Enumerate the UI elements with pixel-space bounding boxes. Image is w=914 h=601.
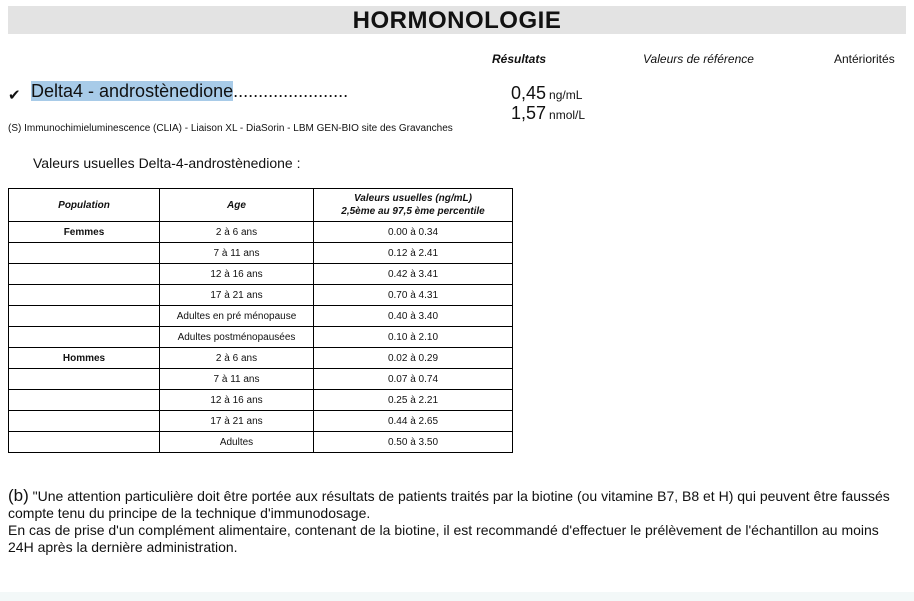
population-cell: Hommes: [9, 348, 160, 369]
range-cell: 0.70 à 4.31: [314, 285, 513, 306]
age-cell: 2 à 6 ans: [160, 222, 314, 243]
results-column-header: Résultats: [492, 52, 547, 66]
range-cell: 0.00 à 0.34: [314, 222, 513, 243]
history-column-header: Antériorités: [834, 52, 895, 66]
header-population: Population: [9, 189, 160, 222]
population-cell: Femmes: [9, 222, 160, 243]
section-header-banner: [8, 6, 906, 34]
table-row: [9, 264, 513, 285]
header-values: [314, 189, 513, 222]
range-cell: 0.44 à 2.65: [314, 411, 513, 432]
age-cell: 12 à 16 ans: [160, 390, 314, 411]
age-cell: 17 à 21 ans: [160, 285, 314, 306]
biotin-warning-note: [8, 487, 908, 556]
population-cell: [9, 285, 160, 306]
range-cell: 0.25 à 2.21: [314, 390, 513, 411]
range-cell: 0.07 à 0.74: [314, 369, 513, 390]
table-row: [9, 327, 513, 348]
reference-column-header: Valeurs de référence: [643, 52, 754, 66]
range-cell: 0.02 à 0.29: [314, 348, 513, 369]
reference-table: [8, 188, 513, 453]
age-cell: 2 à 6 ans: [160, 348, 314, 369]
population-cell: [9, 411, 160, 432]
table-row: [9, 306, 513, 327]
population-cell: [9, 369, 160, 390]
table-row: [9, 432, 513, 453]
result-unit-2: nmol/L: [549, 108, 586, 122]
age-cell: 7 à 11 ans: [160, 369, 314, 390]
range-cell: 0.40 à 3.40: [314, 306, 513, 327]
result-unit-1: ng/mL: [549, 88, 583, 102]
section-title: HORMONOLOGIE: [352, 7, 562, 34]
note-line-2: En cas de prise d'un complément alimentaire, contenant de la biotine, il est recommandé d'effectuer le prélèvement de l'échantillon au moins 24H après la dernière administration.: [8, 522, 879, 555]
result-value-2: 1,57: [511, 103, 547, 123]
result-value-ngml: [511, 83, 582, 104]
note-paragraph-1: [8, 487, 908, 522]
population-cell: [9, 264, 160, 285]
table-row: [9, 222, 513, 243]
population-cell: [9, 432, 160, 453]
population-cell: [9, 390, 160, 411]
result-value-1: 0,45: [511, 83, 547, 103]
range-cell: 0.42 à 3.41: [314, 264, 513, 285]
note-line-1: "Une attention particulière doit être portée aux résultats de patients traités par la biotine (ou vitamine B7, B8 et H) qui peuvent être faussés compte tenu du principe de la technique d'immunodosage.: [8, 488, 890, 521]
table-row: [9, 285, 513, 306]
header-values-line1: Valeurs usuelles (ng/mL): [354, 193, 472, 204]
age-cell: 17 à 21 ans: [160, 411, 314, 432]
footer-bar: [0, 592, 914, 601]
table-row: [9, 369, 513, 390]
age-cell: Adultes: [160, 432, 314, 453]
note-marker: (b): [8, 486, 29, 505]
population-cell: [9, 243, 160, 264]
age-cell: 12 à 16 ans: [160, 264, 314, 285]
range-cell: 0.50 à 3.50: [314, 432, 513, 453]
header-age: Age: [160, 189, 314, 222]
table-row: [9, 390, 513, 411]
age-cell: 7 à 11 ans: [160, 243, 314, 264]
usual-values-title: Valeurs usuelles Delta-4-androstènedione :: [33, 155, 301, 171]
table-row: [9, 411, 513, 432]
test-name-line: [31, 81, 348, 102]
header-values-line2: 2,5ème au 97,5 ème percentile: [341, 206, 485, 217]
population-cell: [9, 306, 160, 327]
method-text: (S) Immunochimieluminescence (CLIA) - Liaison XL - DiaSorin - LBM GEN-BIO site des Gravanches: [8, 123, 453, 134]
table-row: [9, 243, 513, 264]
range-cell: 0.10 à 2.10: [314, 327, 513, 348]
test-dots: .......................: [233, 81, 349, 101]
result-value-nmoll: [511, 103, 585, 124]
range-cell: 0.12 à 2.41: [314, 243, 513, 264]
table-row: [9, 348, 513, 369]
population-cell: [9, 327, 160, 348]
test-name[interactable]: Delta4 - androstènedione: [31, 81, 234, 101]
checkmark-icon: ✔: [8, 87, 21, 104]
age-cell: Adultes postménopausées: [160, 327, 314, 348]
age-cell: Adultes en pré ménopause: [160, 306, 314, 327]
